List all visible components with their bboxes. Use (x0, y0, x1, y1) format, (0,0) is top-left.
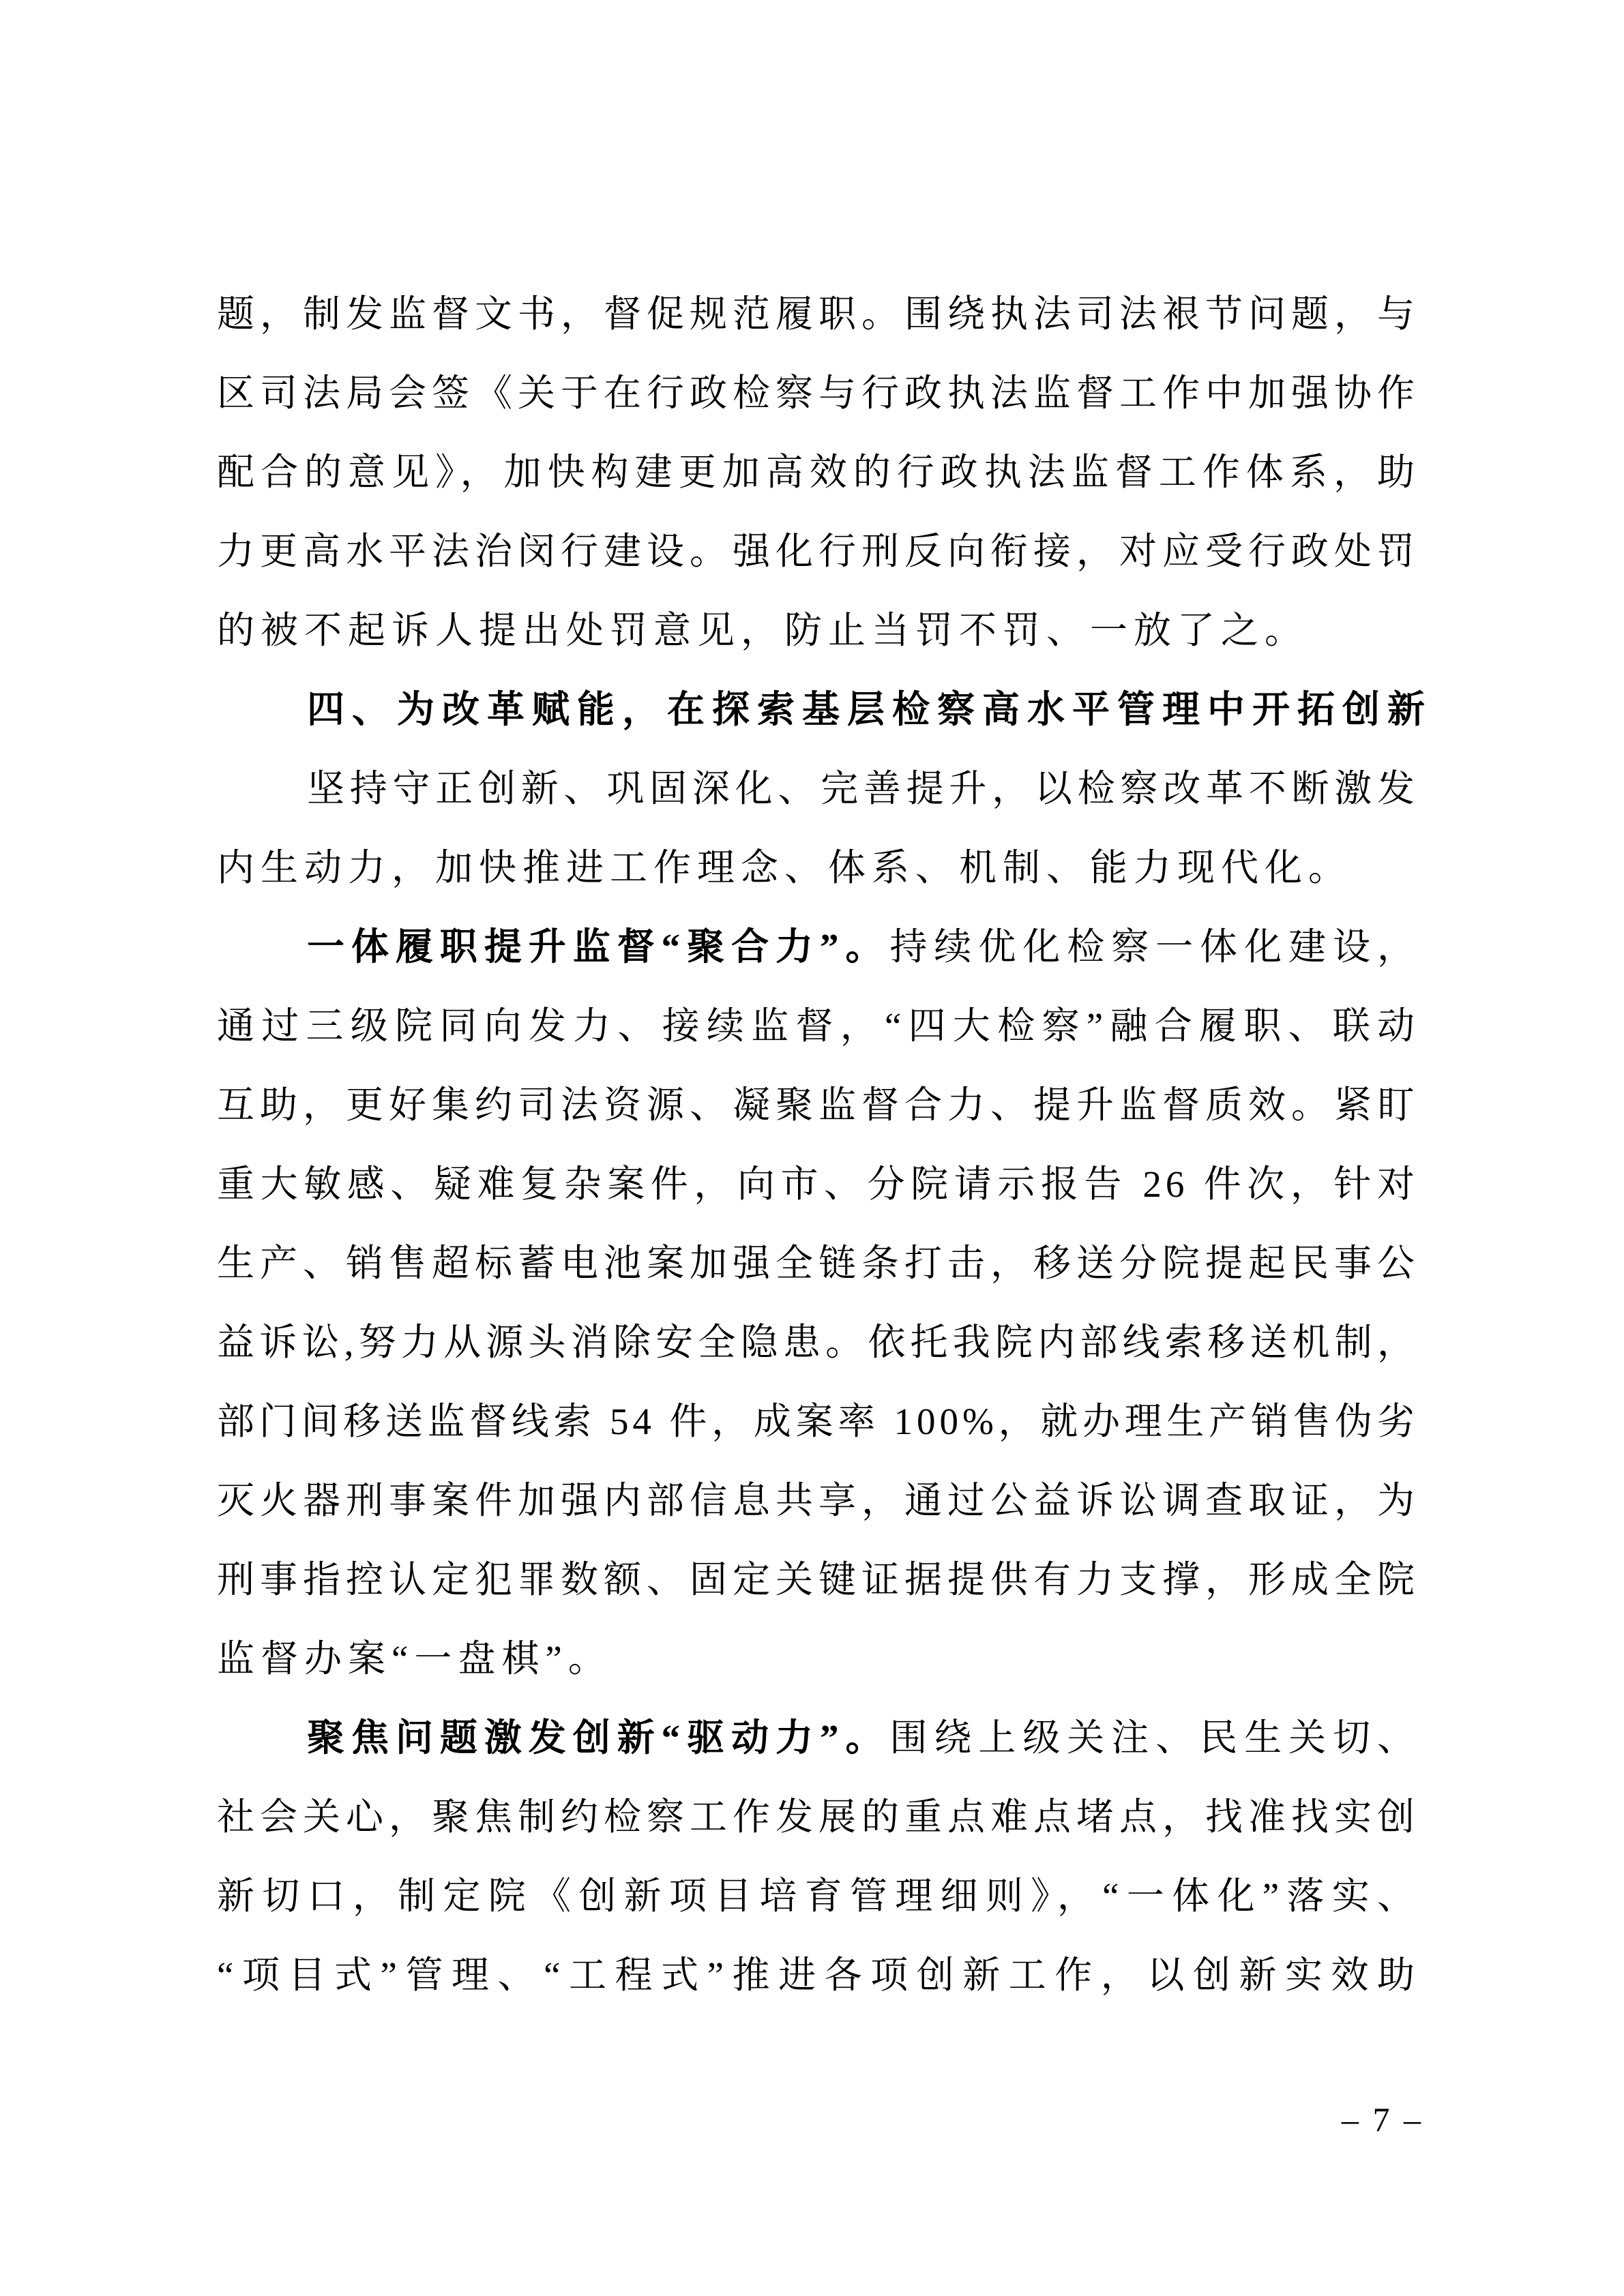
text-line: 灭火器刑事案件加强内部信息共享，通过公益诉讼调查取证，为 (217, 1480, 1419, 1521)
document-body (217, 275, 1433, 2015)
text-line: 部门间移送监督线索 54 件，成案率 100%，就办理生产销售伪劣 (217, 1401, 1419, 1442)
text-line (217, 908, 1419, 987)
text-line: 区司法局会签《关于在行政检察与行政执法监督工作中加强协作 (217, 372, 1419, 414)
text-line: 力更高水平法治闵行建设。强化行刑反向衔接，对应受行政处罚 (217, 531, 1419, 572)
text-line: 内生动力，加快推进工作理念、体系、机制、能力现代化。 (217, 847, 1353, 889)
text-line: 配合的意见》，加快构建更加高效的行政执法监督工作体系，助 (217, 451, 1419, 493)
text-line: 监督办案“一盘棋”。 (217, 1638, 612, 1680)
text-run: 围绕上级关注、民生关切、 (889, 1717, 1419, 1759)
page-number: – 7 – (1342, 2100, 1423, 2138)
text-line: 社会关心，聚焦制约检察工作发展的重点难点堵点，找准找实创 (217, 1796, 1419, 1838)
text-line: 的被不起诉人提出处罚意见，防止当罚不罚、一放了之。 (217, 610, 1309, 651)
text-line: 生产、销售超标蓄电池案加强全链条打击，移送分院提起民事公 (217, 1242, 1419, 1284)
text-line: 益诉讼,努力从源头消除安全隐患。依托我院内部线索移送机制， (217, 1322, 1419, 1363)
text-line (217, 1699, 1419, 1778)
text-line: 互助，更好集约司法资源、凝聚监督合力、提升监督质效。紧盯 (217, 1084, 1419, 1126)
section-heading-4: 四、为改革赋能，在探索基层检察高水平管理中开拓创新 (307, 689, 1433, 730)
paragraph-lead-bold: 聚焦问题激发创新“驱动力”。 (307, 1717, 890, 1759)
text-line: 坚持守正创新、巩固深化、完善提升，以检察改革不断激发 (307, 768, 1419, 809)
text-line: 重大敏感、疑难复杂案件，向市、分院请示报告 26 件次，针对 (217, 1163, 1419, 1205)
text-line: 通过三级院同向发力、接续监督，“四大检察”融合履职、联动 (217, 1005, 1419, 1047)
text-line: 题，制发监督文书，督促规范履职。围绕执法司法裉节问题，与 (217, 293, 1419, 335)
text-line: “项目式”管理、“工程式”推进各项创新工作，以创新实效助 (217, 1954, 1419, 1996)
text-run: 持续优化检察一体化建设， (889, 926, 1419, 968)
text-line: 新切口，制定院《创新项目培育管理细则》，“一体化”落实、 (217, 1875, 1419, 1917)
text-line: 刑事指控认定犯罪数额、固定关键证据提供有力支撑，形成全院 (217, 1559, 1419, 1600)
paragraph-lead-bold: 一体履职提升监督“聚合力”。 (307, 926, 890, 968)
